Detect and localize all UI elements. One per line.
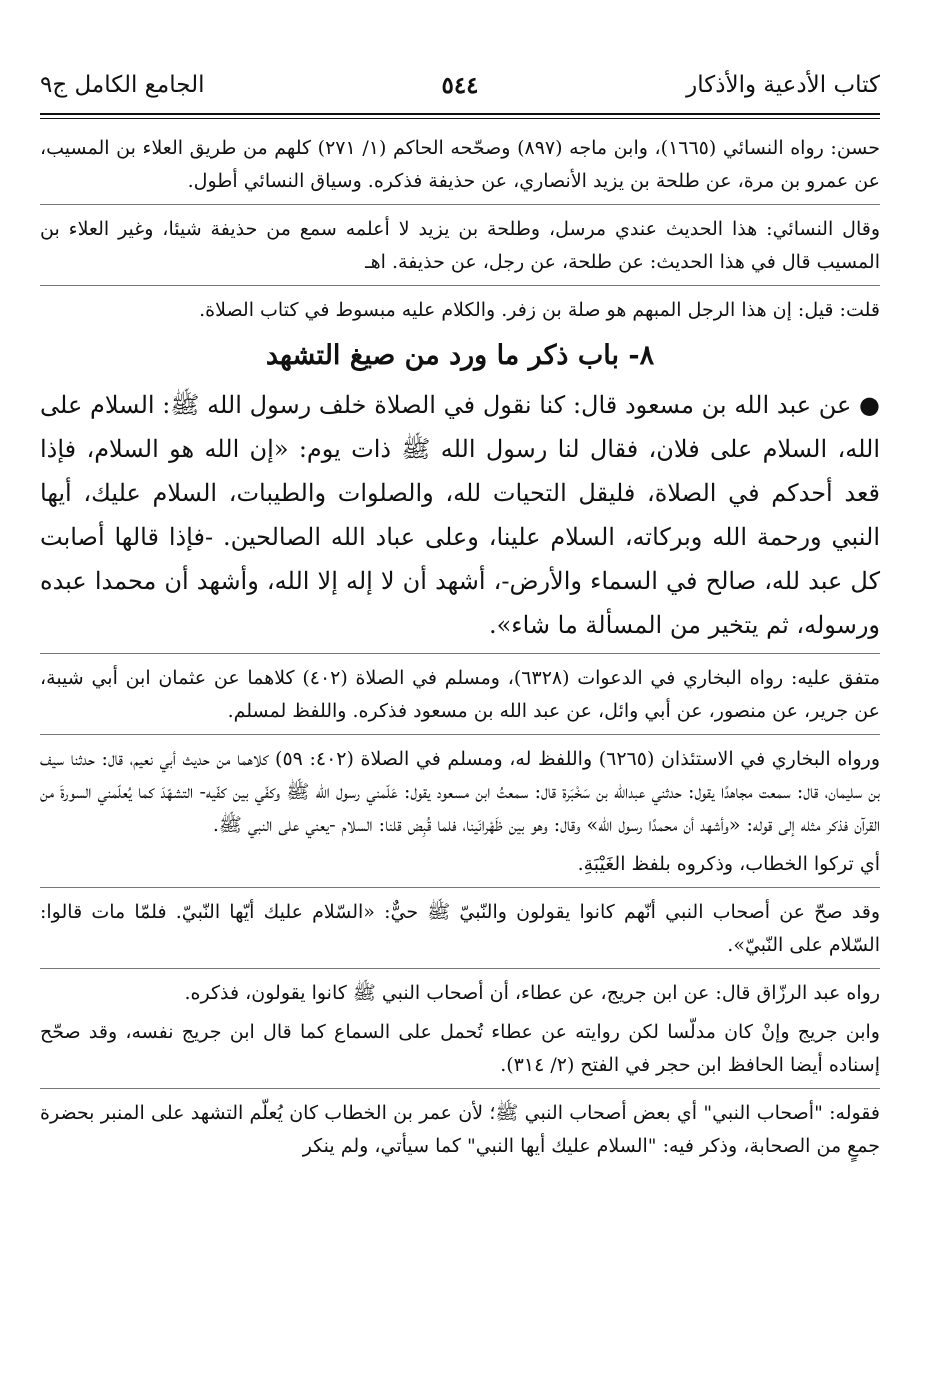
explanation-paragraph: أي تركوا الخطاب، وذكروه بلفظ الغَيْبَةِ. [577, 853, 880, 875]
series-title: الجامع الكامل ج٩ [40, 72, 205, 98]
paragraph-divider [40, 653, 880, 654]
nasai-comment-paragraph: وقال النسائي: هذا الحديث عندي مرسل، وطلحة بن يزيد لا أعلمه سمع من حذيفة شيئا، وغير العلاء بن المسيب قال في هذا الحديث: عن طلحة، عن رجل، عن حذيفة. اهـ [40, 218, 880, 273]
author-note-paragraph: قلت: قيل: إن هذا الرجل المبهم هو صلة بن زفر. والكلام عليه مبسوط في كتاب الصلاة. [199, 299, 880, 321]
paragraph-divider [40, 968, 880, 969]
header-rule-thin [40, 118, 880, 119]
book-page [40, 0, 880, 1374]
abdulrazzaq-paragraph: رواه عبد الرزّاق قال: عن ابن جريج، عن عطاء، أن أصحاب النبي ﷺ كانوا يقولون، فذكره. [184, 982, 880, 1004]
takhrij-paragraph: متفق عليه: رواه البخاري في الدعوات (٦٣٢٨)، ومسلم في الصلاة (٤٠٢) كلاهما عن عثمان ابن أبي شيبة، عن جرير، عن منصور، عن أبي وائل، عن عبد الله بن مسعود فذكره. واللفظ لمسلم. [40, 667, 881, 722]
book-title: كتاب الأدعية والأذكار [686, 72, 880, 98]
page-number: ٥٤٤ [441, 72, 479, 99]
paragraph-divider [40, 1088, 880, 1089]
bukhari-narration-paragraph: ورواه البخاري في الاستئذان (٦٢٦٥) واللفظ له، ومسلم في الصلاة (٤٠٢: ٥٩) كلاهما من حديث أبي نعيم، قال: حدثنا سيف بن سليمان، قال: سمعت مجاهدًا يقول: حدثني عبدالله بن سَخْبَرة قال: سمعتُ ابن مسعود يقول: عَلّمني رسول الله ﷺ وكفّي بين كفّيه- التشهّدَ كما يُعلّمني السورةَ من القرآن فذكر مثله إلى قوله: «وأشهد أن محمدًا رسول الله» وقال: وهو بين ظَهْرانَينا، فلما قُبِض قلنا: السلام -يعني على النبي ﷺ. [40, 748, 881, 836]
ibn-jurayj-paragraph: وابن جريج وإنْ كان مدلّسا لكن روايته عن عطاء تُحمل على السماع كما قال ابن جريج نفسه، وقد صحّح إسناده أيضا الحافظ ابن حجر في الفتح (٢/ ٣١٤). [40, 1021, 880, 1076]
paragraph-divider [40, 734, 880, 735]
paragraph-divider [40, 204, 880, 205]
companions-paragraph: وقد صحّ عن أصحاب النبي أنّهم كانوا يقولون والنّبيّ ﷺ حيٌّ: «السّلام عليك أيّها النّبيّ. فلمّا مات قالوا: السّلام على النّبيّ». [40, 901, 880, 956]
page-header [40, 66, 880, 106]
header-rule-thick [40, 113, 880, 115]
paragraph-divider [40, 887, 880, 888]
chapter-heading: ٨- باب ذكر ما ورد من صيغ التشهد [265, 340, 655, 371]
takhrij-paragraph: حسن: رواه النسائي (١٦٦٥)، وابن ماجه (٨٩٧) وصحّحه الحاكم (١/ ٢٧١) كلهم من طريق العلاء بن المسيب، عن عمرو بن مرة، عن طلحة بن يزيد الأنصاري، عن حذيفة فذكره. وسياق النسائي أطول. [40, 137, 880, 192]
hadith-text: ● عن عبد الله بن مسعود قال: كنا نقول في الصلاة خلف رسول الله ﷺ: السلام على الله، السلام على فلان، فقال لنا رسول الله ﷺ ذات يوم: «إن الله هو السلام، فإذا قعد أحدكم في الصلاة، فليقل التحيات لله، والصلوات والطيبات، السلام عليك، أيها النبي ورحمة الله وبركاته، السلام علينا، وعلى عباد الله الصالحين. -فإذا قالها أصابت كل عبد لله، صالح في السماء والأرض-، أشهد أن لا إله إلا الله، وأشهد أن محمدا عبده ورسوله، ثم يتخير من المسألة ما شاء». [40, 391, 881, 639]
page-body [40, 132, 880, 1169]
commentary-paragraph: فقوله: "أصحاب النبي" أي بعض أصحاب النبي ﷺ؛ لأن عمر بن الخطاب كان يُعلّم التشهد على المنبر بحضرة جمعٍ من الصحابة، وذكر فيه: "السلام عليك أيها النبي" كما سيأتي، ولم ينكر [40, 1102, 880, 1157]
paragraph-divider [40, 285, 880, 286]
